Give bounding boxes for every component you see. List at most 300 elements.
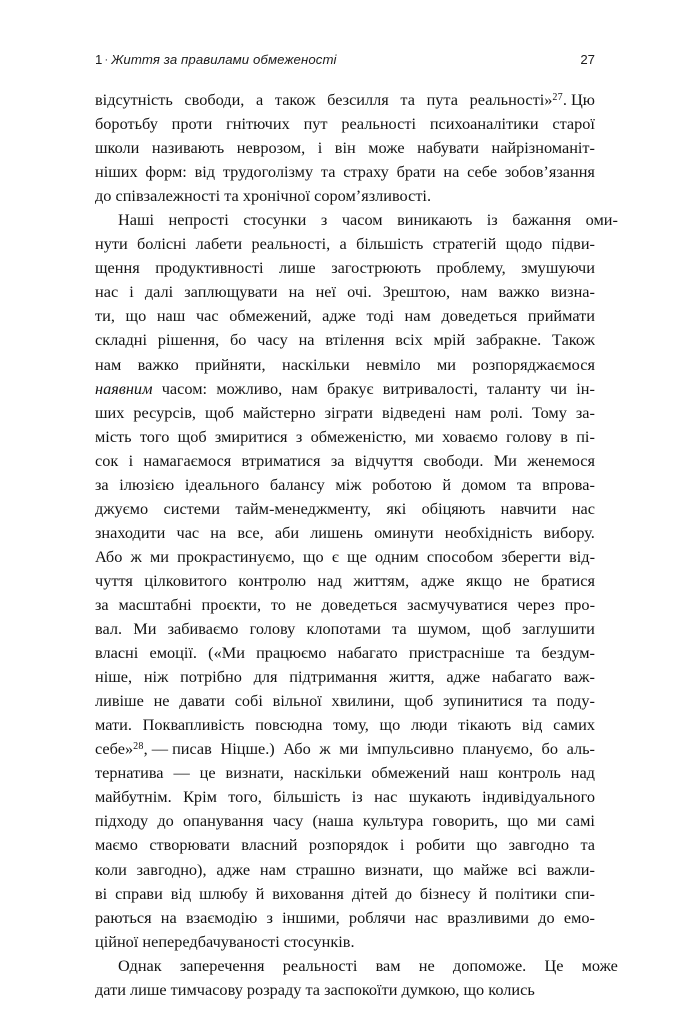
word: майстерно [242,402,316,422]
word: аби [274,522,300,542]
text-line [95,353,595,377]
text-line [95,545,595,569]
word: оми- [585,210,618,230]
word: більшість [356,234,424,254]
text-line [95,713,595,737]
word: впрова- [542,474,595,494]
word: реальності [341,114,416,134]
word: для [253,667,278,687]
word: роботою [372,474,432,494]
word: маємо [95,835,138,855]
word: ві [95,883,108,903]
word: взаємодію [185,907,258,927]
word: нам [404,306,431,326]
word: не [418,955,435,975]
word: що [303,546,324,566]
word: спи- [564,883,595,903]
word: щодо [505,234,543,254]
word: шумом, [417,619,471,639]
word: дітей [351,883,388,903]
page-number: 27 [580,52,595,67]
word: індивідуального [482,787,595,807]
word: може [368,138,405,158]
word: зобов’язання [504,162,595,182]
word: час [195,306,219,326]
word: плануємо, [462,739,533,759]
word: Також [552,330,595,350]
word: ілюзією [119,474,175,494]
word: називають [151,138,225,158]
word: роблячи [348,907,406,927]
word: болісні [137,234,187,254]
word: наш [156,306,186,326]
word: далі [144,282,174,302]
word: і [399,835,405,855]
text-line [95,978,595,1002]
word: від [170,883,192,903]
word: які [386,498,407,518]
word: себе» [95,739,134,759]
word: тому, [333,715,369,735]
word: ідеального [184,474,260,494]
word: того, [228,787,262,807]
word: культура [362,811,424,831]
word: брати [396,162,436,182]
word: доведеться [321,594,398,614]
text-line [95,569,595,593]
word: братися [541,570,595,590]
word: за [95,594,109,614]
word: допоможе. [452,955,527,975]
word: через [517,594,555,614]
word: заплющувати [184,282,278,302]
word: й [255,883,265,903]
word: що [507,811,529,831]
text-line [95,689,595,713]
word: змиритися [214,426,288,446]
word: обмеженістю, [310,426,407,446]
word: нас [414,907,438,927]
text-line [95,473,595,497]
word: змушуючи [521,258,595,278]
word: контроль [497,763,561,783]
word: тернатива [95,763,164,783]
word: люди [410,715,448,735]
text-line [95,882,595,906]
word: бо [541,739,558,759]
word: вал. [95,619,123,639]
word: зупинитися [442,691,523,711]
word: неврозом, [236,138,306,158]
text-line [95,208,618,232]
word: необхідність [444,522,533,542]
word: та [532,691,547,711]
word: та [392,619,407,639]
word: адже [322,306,356,326]
word: за- [575,402,595,422]
word: ти, [95,306,115,326]
word: наскільки [293,763,362,783]
word: ніж [143,667,169,687]
word: заглушити [522,619,595,639]
word: мати. [95,715,132,735]
word: пристрасніше [408,643,505,663]
word: прийняти, [195,354,266,374]
text-line [95,761,595,785]
running-head-separator: · [104,54,109,66]
word: Це [544,955,564,975]
word: розпоряджаємося [472,354,595,374]
word: виховання [272,883,344,903]
word: та [515,643,531,663]
word: над [570,763,595,783]
word: витривалості, [382,378,478,398]
text-line [95,833,595,857]
word: лише [279,258,316,278]
word: з [295,426,303,446]
word: й [478,883,488,903]
word: бажання [512,210,572,230]
word: емоції. [149,643,197,663]
word: це [199,763,216,783]
word: є [331,546,339,566]
word: проти [171,114,213,134]
word: адже [216,859,251,879]
word: втілення [325,330,385,350]
word: способом [426,546,494,566]
text-line [95,401,595,425]
word: набувати [417,138,479,158]
word: дати лише тимчасову розраду та заспокоїти думкою, що колись [95,979,535,999]
word: справи [115,883,163,903]
word: голову [249,619,296,639]
word: сок [95,450,119,470]
word: повсюдна [255,715,323,735]
word: чи [550,378,568,398]
word: в [560,426,568,446]
footnote-marker: 28 [133,741,144,753]
word: і [317,138,323,158]
text-line [95,112,595,136]
word: підви- [551,234,595,254]
word: реальності» [469,90,553,109]
word: очі. [347,282,372,302]
word: ж [319,739,331,759]
word: ж [130,546,142,566]
running-head-title [95,52,337,67]
text-line [95,858,595,882]
word: часу [257,330,288,350]
word: , — писав [143,739,212,759]
word: реальності, [251,234,331,254]
word: між [335,474,362,494]
word: підтримання [289,667,378,687]
word: домом [461,474,507,494]
word: ресурсів, [133,402,196,422]
word: тікають [458,715,512,735]
word: розпорядок [308,835,389,855]
word: з [266,907,273,927]
word: від [521,715,543,735]
word: мість [95,426,132,446]
word: самі [565,811,595,831]
word: бізнесу [419,883,471,903]
word: заперечення [179,955,265,975]
word: ін- [576,378,595,398]
text-line [95,737,595,761]
word: себе [467,162,498,182]
word-with-footnote [470,88,595,112]
word: ційної непередбачуваності стосунків. [95,931,355,951]
word: системи [163,498,221,518]
text-line [95,665,595,689]
word: з [320,210,328,230]
text-line [95,377,595,401]
text-line [95,160,595,184]
word: проблему, [436,258,506,278]
word: того [139,426,170,446]
word: доведеться [441,306,518,326]
word: завгодно [508,835,569,855]
word: нам [454,402,482,422]
word: (наша [312,811,354,831]
word: лишень [310,522,363,542]
word: можливо, [216,378,283,398]
word: політики [495,883,557,903]
word: нам [259,859,287,879]
word: свободи, [184,90,245,109]
word: за [330,450,345,470]
text-line [95,809,595,833]
word: раються [95,907,152,927]
word: проєкти, [201,594,262,614]
word: пут [303,114,328,134]
body-text-block [95,88,618,1002]
word: лабети [195,234,243,254]
word: ховаємо [442,426,498,446]
word: вибору. [543,522,595,542]
word: наш [459,763,489,783]
word: на [210,522,227,542]
word: також [274,90,316,109]
word: набагато [491,667,552,687]
word: шлюбу [199,883,248,903]
word: пі- [576,426,595,446]
word: нас [95,282,119,302]
footnote-marker: 27 [552,91,563,103]
word: знаходити [95,522,166,542]
word: та [400,90,415,109]
text-line [95,425,595,449]
word: на [443,162,460,182]
word: до [395,883,413,903]
text-line [95,497,595,521]
word: й [442,474,452,494]
word: наскільки [281,354,350,374]
word: вам [375,955,401,975]
word: щоб [404,691,434,711]
word: емо- [563,907,595,927]
word: часом [341,210,383,230]
word-with-footnote [95,737,212,761]
word: не [513,570,530,590]
word: працюємо [256,643,327,663]
word: прокрастинуємо, [177,546,295,566]
word: всі [517,859,537,879]
word: і [128,450,134,470]
word: важ- [563,667,595,687]
word: майбутнім. [95,787,172,807]
word: щоб [177,426,207,446]
word: він [334,138,356,158]
word: ніше, [95,667,133,687]
word: обіцяють [421,498,486,518]
word: масштабні [118,594,192,614]
word: із [351,787,363,807]
word: говорить, [432,811,499,831]
word: трудоголізму [222,162,314,182]
word: а [339,234,347,254]
word: адже [420,570,455,590]
word: що [476,835,498,855]
word: на [288,282,305,302]
word: ших [95,402,125,422]
word: майже [463,859,508,879]
text-line [95,930,595,954]
word: ми [149,546,169,566]
word: може [581,955,618,975]
word: поду- [556,691,595,711]
word: від [194,162,216,182]
word: важли- [546,859,595,879]
text-line [95,521,595,545]
text-line [95,304,595,328]
word: пута [426,90,458,109]
word: все, [237,522,264,542]
text-line [95,617,595,641]
word: набагато [337,643,398,663]
word: неї [315,282,337,302]
word: робити [415,835,465,855]
word: свободи. [423,450,484,470]
word: відчуття [354,450,414,470]
word: джуємо [95,498,149,518]
word: бездум- [541,643,595,663]
word: нас [374,787,398,807]
text-line [95,184,595,208]
text-line [95,88,595,112]
word: ми [414,426,434,446]
word: і [129,282,134,302]
text-line [95,449,595,473]
word: визна- [550,282,595,302]
word: страшно [295,859,356,879]
text-line [95,280,595,304]
word: загострюють [331,258,421,278]
word: ми [437,354,457,374]
word: на [298,330,315,350]
word: відведені [381,402,446,422]
word: ніших [95,162,138,182]
word: якщо [466,570,503,590]
chapter-title: Життя за правилами обмеженості [111,52,337,67]
word: забракне. [476,330,542,350]
word: страху [343,162,389,182]
word: виникають [397,210,473,230]
word: вразливими [447,907,529,927]
word: а [256,90,264,109]
word: нам [461,282,488,302]
word: Або [95,546,123,566]
word: життя, [389,667,435,687]
word: час [176,522,200,542]
word: намагаємося [143,450,232,470]
word: оминути [374,522,434,542]
word: шукають [408,787,471,807]
word: Наші [118,210,155,230]
word: контролю [238,570,306,590]
word: втриматися [241,450,321,470]
word: щоб [204,402,234,422]
text-line [95,641,595,665]
word: давати [179,691,225,711]
word: не [295,594,312,614]
word: не [153,691,170,711]
word: найрізноманіт- [491,138,595,158]
word: непрості [168,210,229,230]
word: вільної [272,691,322,711]
word: зберегти [501,546,561,566]
word: таланту [487,378,541,398]
word: одним [374,546,419,566]
word: голову [506,426,552,446]
word: за [95,474,109,494]
word: бракує [327,378,374,398]
word: навчити [500,498,557,518]
word: що [379,715,401,735]
word: хвилини, [331,691,395,711]
word: Однак [118,955,162,975]
text-line [95,232,595,256]
word: забиваємо [167,619,239,639]
word: імпульсивно [366,739,454,759]
word: та [320,162,336,182]
word: до співзалежності та хронічної сором’язливості. [95,186,432,206]
word: власні [95,643,139,663]
word: обмежений, [229,306,312,326]
text-line [95,785,595,809]
word: Ніцше.) [220,739,275,759]
text-line [95,328,595,352]
word: життям, [353,570,410,590]
word: нас [571,498,595,518]
word: ми [339,739,359,759]
word: про- [564,594,595,614]
word: цілковитого [144,570,227,590]
word: важко [498,282,540,302]
word: балансу [269,474,325,494]
word: Крім [183,787,217,807]
word: боротьбу [95,114,158,134]
text-line [95,906,595,930]
word: тоді [366,306,394,326]
word: що [432,859,454,879]
word: стратегій [432,234,497,254]
word: від- [569,546,595,566]
word: реальності [282,955,358,975]
italic-word: наявним [95,378,153,398]
word: форм: [145,162,187,182]
